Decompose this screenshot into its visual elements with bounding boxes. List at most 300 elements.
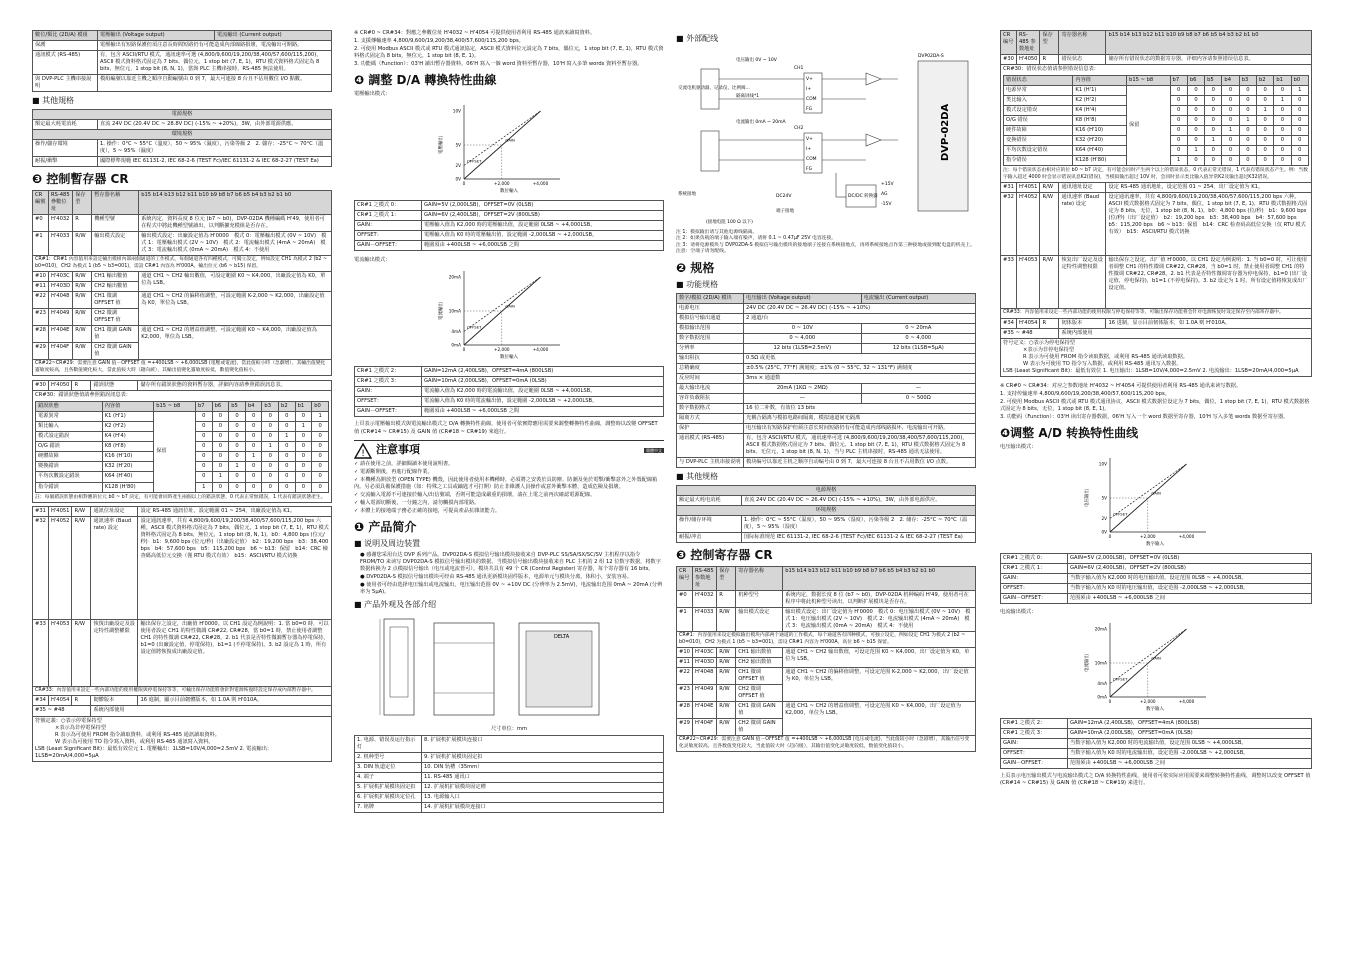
cell: 0 — [195, 462, 212, 472]
cell: 保护 — [677, 423, 744, 433]
cell: 光耦合隔离与模拟电路间隔离，模拟通道间无隔离 — [744, 413, 976, 423]
cell: CH2 微调 OFFSET 值 — [736, 685, 783, 702]
cell: GAIN=6V (2,400LSB)，OFFSET=2V (800LSB) — [422, 211, 664, 221]
cell: 当数字输入值为 K0 时的电压输出值，设定范围 -2,000LSB ~ +2,000LSB。 — [1068, 584, 1312, 594]
cell: H'4054 — [1016, 318, 1040, 328]
cell: 3ms × 通道数 — [744, 373, 976, 383]
cell: 0 — [1274, 126, 1291, 136]
power-table-tw — [32, 109, 332, 167]
cell: #30 — [1001, 55, 1017, 65]
table-row — [355, 407, 664, 417]
caution-item: 請在使用之前，詳細閱讀本使用說明書。 — [360, 460, 454, 467]
table-header: b6 — [1187, 76, 1204, 86]
table-header: 电压输出 (Voltage output) — [744, 293, 862, 303]
caution-item: 輸入電源切斷後，一分鐘之內，請勿觸摸內部電路。 — [360, 499, 480, 506]
cell: 0 — [195, 472, 212, 482]
cell: 0 — [1239, 96, 1256, 106]
cell: #35 ~ #48 — [33, 706, 91, 716]
x-tick-label: +2,000 — [494, 347, 510, 353]
cell: 0 ~ 10V — [744, 323, 862, 333]
cell: GAIN－OFFSET： — [1001, 759, 1068, 769]
table-row — [33, 272, 332, 282]
cell: 直流 24V DC (20.4V DC ~ 28.8V DC) (-15% ~ +20%)，3W，由外部電源供應。 — [98, 119, 332, 129]
cell: 0 ~ 20mA — [861, 323, 975, 333]
cell: 0 — [279, 422, 296, 432]
y-tick-label: 10V — [1098, 461, 1107, 467]
cell: R/W — [1040, 183, 1059, 193]
table-row — [677, 515, 976, 532]
cell: #32 — [33, 517, 49, 620]
table-row — [1001, 183, 1312, 193]
cell: 13. 电源输入口 — [422, 792, 664, 802]
cell: GAIN=10mA (2,000LSB)，OFFSET=0mA (0LSB) — [1068, 729, 1312, 739]
cell: 3. DIN 轨道定位 — [355, 762, 422, 772]
cell: H'4032 — [48, 215, 72, 232]
wire-label: V+ — [806, 76, 813, 82]
cell: OFFSET： — [1001, 749, 1068, 759]
cell: 0 — [229, 432, 246, 442]
cell: CR#1 之模式 3： — [1001, 729, 1068, 739]
cell: 1 — [212, 472, 229, 482]
table-header: 電源規格 — [33, 109, 332, 119]
cell: 保留 — [154, 412, 196, 492]
cell: #11 — [677, 658, 693, 668]
gain-label: GAIN — [1151, 490, 1161, 496]
cell: #28 — [677, 702, 693, 719]
cell: 1 — [279, 432, 296, 442]
cell: 1. 操作：0°C ~ 55°C（温度），50 ~ 95%（湿度），污染等级 2 2. 储存：-25°C ~ 70°C（温度），5 ~ 95%（湿度） — [742, 515, 976, 532]
heading-text: 功能规格 — [686, 279, 719, 289]
cell: 6. 扩展机扩展模块定位孔 — [355, 792, 422, 802]
cell: 0 — [295, 452, 312, 462]
cell: 輸出模式設定 — [92, 232, 139, 256]
cell: 0 — [1257, 136, 1274, 146]
cell: #34 — [1001, 318, 1017, 328]
cell: 與 DVP-PLC 主機串接說明 — [33, 75, 98, 92]
cell: 8. 扩展机扩展模块连接口 — [422, 735, 664, 752]
function-spec-table — [676, 293, 976, 468]
table-header: b2 — [1257, 76, 1274, 86]
note-line: ※ CR#0 ~ CR#34：对应之参数地址 H'4032 ~ H'4054 可提供使用者利用 RS-485 通讯来读写数据。 — [1000, 382, 1242, 389]
y-tick-label: 2V — [455, 163, 461, 169]
err-block — [1001, 65, 1312, 183]
cell: K8 (H'8) — [1073, 116, 1127, 126]
cell: 耐振/冲击 — [677, 532, 742, 542]
note-line: 注意：空端子请勿配线。 — [676, 249, 729, 255]
cell: 反应时间 — [677, 373, 744, 383]
cell: R/W — [1040, 256, 1059, 309]
cell: GAIN=10mA (2,000LSB)，OFFSET=0mA (0LSB) — [422, 377, 664, 387]
table-header: 錯誤狀態 — [36, 402, 103, 412]
curve-line — [464, 111, 541, 165]
table-header: RS-485 参数地址 — [1016, 31, 1040, 55]
cell: 0 — [1222, 116, 1239, 126]
table-row — [1001, 594, 1312, 604]
legend-line: ×表示为非停电保持型 — [1023, 346, 1075, 353]
table-row — [33, 41, 332, 51]
cell: 0 — [279, 482, 296, 492]
cell: 1 — [195, 482, 212, 492]
cell: 恢复出厂设定及设定特性调整权限 — [1059, 256, 1106, 309]
table-row — [33, 156, 332, 166]
cell: H'403D — [692, 658, 716, 668]
cell: #32 — [1001, 193, 1017, 256]
wire-label: 系统接地 — [678, 191, 696, 197]
product-dimension-drawing — [354, 613, 664, 723]
power-table-cn — [676, 485, 976, 543]
cell: 0 — [1274, 146, 1291, 156]
y-tick-label: 10V — [452, 108, 461, 114]
current-curve-chart-cn — [1000, 617, 1312, 712]
cell: 0 — [279, 442, 296, 452]
table-header: RS-485 参数地址 — [692, 567, 716, 591]
wire-label: V+ — [806, 136, 813, 142]
cell: 電壓輸入值為 K0 時的電壓輸出值，設定範圍 -2,000LSB ~ +2,000LSB。 — [422, 231, 664, 241]
cell: GAIN=12mA (2,400LSB)，OFFSET=4mA (800LSB) — [1068, 719, 1312, 729]
x-axis-label: 数字输入 — [1146, 707, 1164, 713]
legend-line: LSB (Least Significant Bit)：最低有效位元 1. 電壓輸出：1LSB=10V/4,000=2.5mV 2. 電流輸出：1LSB=20mA/4,000=5μA — [35, 745, 273, 759]
cell: H'4049 — [48, 309, 72, 326]
cell: 0 — [1274, 116, 1291, 126]
cell: 直流 24V DC (20.4V DC ~ 26.4V DC) (-15% ~ +10%)，3W，由外部电源供应。 — [742, 495, 976, 505]
table-row — [33, 381, 332, 391]
table-row — [677, 495, 976, 505]
cell: #23 — [677, 685, 693, 702]
cell: 0 — [1274, 86, 1291, 96]
table-row — [1001, 584, 1312, 594]
cell: GAIN=12mA (2,400LSB)，OFFSET=4mA (800LSB) — [422, 367, 664, 377]
cell: 0 — [295, 482, 312, 492]
table-row — [33, 696, 332, 706]
cell: R/W — [717, 719, 736, 736]
cell: 设定 RS-485 通讯地址，设定范围 01 ~ 254，出厂设定值为 K1。 — [1106, 183, 1312, 193]
caution-item: 本體上的接地端子務必正確的接地，可提高產品抗雜訊能力。 — [360, 507, 501, 514]
cell: 电压输出有短路保护但须注意长时间短路仍有可能造成内部线路损坏，电流输出可开路。 — [744, 423, 976, 433]
cell: 12 bits (1LSB=2.5mV) — [744, 343, 862, 353]
cell: H'4050 — [1016, 55, 1040, 65]
cell: 16 位二补数，有效位 13 bits — [744, 403, 976, 413]
table-header: b6 — [212, 402, 229, 412]
err-block — [33, 391, 332, 503]
cr-note: CR#22~CR#29：需要注意 GAIN 值－OFFSET 值 =+400LSB ~ +6,000LSB (电压或电流)，当此值较小时（急剧增），其输出信号变化灵敏度较高，且各数值变化较大，当此值较大时（趋向缓），其输出值变化灵敏度较低，数值变化值较小。 — [677, 736, 976, 752]
cr-table-tw — [32, 190, 332, 376]
cell: 通道 CH1 ~ CH2 輸出數值，可設定範圍 K0 ~ K4,000，出廠設定值為 K0，單位為 LSB。 — [139, 272, 332, 292]
cell: 0 — [212, 442, 229, 452]
cell: #11 — [33, 282, 49, 292]
table-row — [677, 323, 976, 333]
column-1 — [32, 0, 332, 954]
cell: 模拟信号输出通道 — [677, 313, 744, 323]
cell: 範圍須由 +400LSB ~ +6,000LSB 之間 — [422, 241, 664, 251]
cell: 0 — [1205, 126, 1222, 136]
cell: H'4052 — [48, 517, 72, 620]
note-line: 2. 可使用 Modbus ASCII 模式或 RTU 模式通讯协议，ASCII 模式数据位设定为 7 bits，偶位，1 stop bit (7, E, 1)，RTU 模式数据格式固定为 8 bits，无位，1 stop bit (8, E, 1)。 — [1000, 398, 1310, 412]
heading-text: 外部配线 — [686, 34, 719, 43]
table-row — [1001, 328, 1312, 338]
legend-line: R 表示為可使用 FROM 指令讀取資料，或利用 RS-485 通訊讀取資料。 — [55, 731, 220, 738]
cell: 1 — [1257, 106, 1274, 116]
offset-label: OFFSET — [1113, 511, 1128, 517]
cell: 0 — [1222, 106, 1239, 116]
cell: GAIN： — [1001, 574, 1068, 584]
spec-head-1: 電壓輸出 (Voltage output) — [98, 31, 215, 41]
cell: 4. 端子 — [355, 772, 422, 782]
cell: 0 — [1239, 106, 1256, 116]
table-row — [677, 433, 976, 457]
cell: 1 — [312, 412, 329, 422]
table-row — [677, 413, 976, 423]
cell: 0 — [1239, 146, 1256, 156]
cell: 1 — [1170, 156, 1187, 166]
cell: H'4032 — [692, 591, 716, 608]
cell: ±0.5% (25°C, 77°F) 满刻度；±1% (0 ~ 55°C, 32 ~ 131°F) 满刻度 — [744, 363, 976, 373]
cell: H'4033 — [48, 232, 72, 256]
curve-line — [464, 111, 541, 179]
table-row — [677, 353, 976, 363]
curve-line — [1110, 464, 1187, 532]
table-row — [677, 303, 976, 313]
cell: 储存所有错误状态的数据寄存器，详细内容请参照错误信息表。 — [1106, 55, 1312, 65]
cell: R/W — [1040, 193, 1059, 256]
cell: R/W — [73, 292, 92, 309]
cell: 0 — [1239, 126, 1256, 136]
cell: 0 — [1187, 86, 1204, 96]
cell: 1 — [1274, 96, 1291, 106]
curve-line — [464, 277, 541, 345]
section-title: ❹调整 A/D 转换特性曲线 — [1000, 425, 1139, 440]
cell: H'4053 — [1016, 256, 1040, 309]
chart-label: 电压输出模式： — [1000, 444, 1037, 451]
cell: 0 — [1187, 156, 1204, 166]
cell: 0 — [1205, 96, 1222, 106]
err-title: CR#30：错误状态值请参照错误信息表： — [1003, 66, 1099, 73]
table-header: b4 — [1222, 76, 1239, 86]
cell: 1 — [1239, 116, 1256, 126]
table-row — [1001, 739, 1312, 749]
cell: H'4050 — [48, 381, 72, 391]
table-header: 数字/模拟 (2D/A) 模块 — [677, 293, 744, 303]
voltage-curve-chart-cn — [1000, 452, 1312, 547]
table-row — [355, 782, 664, 792]
cell: 0 — [1187, 126, 1204, 136]
cell: 系统内部使用 — [1059, 328, 1312, 338]
wire-label: CH1 — [794, 65, 804, 71]
cell: 操作/儲存環境 — [33, 139, 98, 156]
cell: 分辨率 — [677, 343, 744, 353]
cell: R — [73, 215, 92, 232]
caution-item: 本機種為開放型 (OPEN TYPE) 機殼，因此使用者使用本機種時，必須將之安裝於具防塵、防潮及免於電擊/衝擊意外之外殼配線箱內。另必須具備保護措施（如：特殊之工具或鑰匙才可打開）防止非維護人員操作或意外衝擊本體，造成危險及損壞。 — [354, 476, 658, 490]
legend-line: 符号定义：○表示为停电保持型 — [1003, 339, 1075, 346]
x-tick-label: 0 — [1108, 534, 1112, 540]
da-note: 上頁表示電壓輸出模式與電流輸出模式之 D/A 轉換特性曲線，使用者可依實際應用需要來調整轉換特性曲線，調整時以改變 OFFSET 值 (CR#14 ~ CR#15) 及 GAIN 值 (CR#18 ~ CR#19) 來進行。 — [354, 421, 658, 435]
cell: 0 — [1257, 126, 1274, 136]
cell: 0 — [1170, 106, 1187, 116]
current-param-table-cn — [1000, 718, 1312, 769]
table-row — [677, 363, 976, 373]
cell: 0 — [195, 432, 212, 442]
cell: 机种型号 — [736, 591, 783, 608]
cell: #1 — [33, 232, 49, 256]
table-row — [33, 75, 332, 92]
x-tick-label: +2,000 — [1140, 699, 1156, 705]
note-line: 3. 功能碼（Function）：03'H 讀出暫存器資料，06'H 寫入一個 word 資料至暫存器，10'H 寫入多筆 words 資料至暫存器。 — [354, 61, 643, 68]
cell: 16 進制，顯示目前韌體版本，如 1.0A 則 H'010A。 — [138, 696, 332, 706]
table-row — [1001, 318, 1312, 328]
cell: 1 — [1222, 126, 1239, 136]
table-row — [1001, 564, 1312, 574]
cell: R/W — [717, 668, 736, 685]
cell: 0 — [1274, 156, 1291, 166]
table-row — [677, 668, 976, 685]
cell: 输出保存之设定，出厂值 H'0000。以 CH1 设定为例说明：1. 当 b0=0 时，可让使用者调整 CH1 的特性微调 CR#22, CR#28，当 b0=1 时，禁止使用者调整 CH1 的特性微调 CR#22, CR#28。2. b1 代表是否特性微调寄存器为停电保持，b1=0 (出厂设定值，停电保持)，b1=1 (不停电保持)。3. b2 设定为 1 时，所有设定值将恢复成出厂设定值。 — [1106, 256, 1312, 309]
table-row — [677, 373, 976, 383]
wire-label: I+ — [806, 86, 812, 92]
cell: R/W — [73, 272, 92, 282]
cell: 通讯模式 (RS-485) — [677, 433, 744, 457]
table-header: b5 — [1205, 76, 1222, 86]
cell: 0 — [212, 432, 229, 442]
caution-title: 注意事項 — [376, 443, 420, 457]
cell: 0 — [212, 462, 229, 472]
cell: 0 — [262, 472, 279, 482]
cell: 0 — [262, 422, 279, 432]
table-row — [355, 241, 664, 251]
section-title: ❸ 控制寄存器 CR — [676, 547, 773, 562]
cell: 范围须由 +400LSB ~ +6,000LSB 之间 — [1068, 594, 1312, 604]
cell: 模块编号以靠近主机之顺序自动编号由 0 到 7，最大可连接 8 台且不占用数位 I/O 点数。 — [744, 457, 976, 467]
cell: #23 — [33, 309, 49, 326]
table-header: b3 — [1239, 76, 1256, 86]
cell: 耐振/衝擊 — [33, 156, 98, 166]
dimension-unit: 尺寸单位：mm — [490, 725, 528, 732]
y-tick-label: 2V — [1101, 515, 1107, 521]
cell: 0 — [1274, 136, 1291, 146]
warning-icon — [354, 443, 372, 459]
legend — [33, 716, 332, 761]
subsection: ■ 说明及周边装置 — [354, 538, 421, 548]
cell: 0 — [312, 442, 329, 452]
err-note: 注：每个错误状态由相对应的位 b0 ~ b7 决定，有可能会同时产生两个以上的错误状态，0 代表正常无错误，1 代表有错误状态产生。例：当数字输入超过 4000 时会显示错误讯息K2(错误)，当模拟输出超过 10V 时，会同时显示类比输入值异常K2及输出超过K32错误。 — [1003, 168, 1308, 180]
cell: 0 — [1170, 136, 1187, 146]
cell: 系统内定，数据长度 8 位 (b7 ~ b0)，DVP-02DA 机种编码 H'49。使用者可在程序中将此机种型号读出，以判断扩展模块是否存在。 — [783, 591, 976, 608]
cell: 范围须由 +400LSB ~ +6,000LSB 之间 — [1068, 759, 1312, 769]
cell: 20mA (1KΩ ~ 2MΩ) — [744, 383, 862, 393]
current-param-table — [354, 366, 664, 417]
cell: 0 — [312, 472, 329, 482]
cell: #10 — [33, 272, 49, 282]
cell: 当数字输入值为 K0 时的电流输出值，设定范围 -2,000LSB ~ +2,000LSB。 — [1068, 749, 1312, 759]
table-row — [355, 735, 664, 752]
cell: 0 — [1257, 96, 1274, 106]
cell: 指令错误 — [1004, 156, 1073, 166]
cell: 通訊模式 (RS-485) — [33, 51, 98, 75]
cell: 通道 CH1 ~ CH2 的偏移值調整，可設定範圍 K-2,000 ~ K2,000，出廠設定值為 K0，單位為 LSB。 — [139, 292, 332, 326]
cr-note: CR#33：內容值用來設定一些內部功能的使用權限與停電保持等等，可輸出保存功能將會針對電源恢復時設定保存成內部暫存器中。 — [33, 687, 332, 696]
gain-label: GAIN — [505, 137, 515, 143]
cell: 额定最大耗电消耗 — [677, 495, 742, 505]
curve-line — [464, 277, 541, 331]
cell: 0 ~ 4,000 — [861, 333, 975, 343]
section-title: ❷ 规格 — [676, 260, 715, 275]
comm-table-tw — [32, 506, 332, 762]
cell: CH2 微調 OFFSET 值 — [92, 309, 139, 326]
err-title: CR#30：錯誤狀態值請參照錯誤訊息表： — [35, 392, 131, 399]
y-axis-label: 电流输出 — [1085, 654, 1090, 673]
cell: 0 — [1291, 116, 1308, 126]
cell: 0 — [212, 482, 229, 492]
x-tick-label: +4,000 — [532, 347, 549, 353]
table-row — [677, 343, 976, 353]
cell: R/W — [73, 326, 92, 343]
cell: R/W — [717, 658, 736, 668]
cell: 0 — [1205, 116, 1222, 126]
cell: GAIN： — [355, 221, 422, 231]
x-axis-label: 數位輸入 — [500, 189, 518, 195]
cell: R — [72, 696, 91, 706]
subsection: ■ 其他规格 — [676, 471, 719, 481]
cell: CH1 微調 GAIN 值 — [92, 326, 139, 343]
offset-label: OFFSET — [467, 325, 482, 331]
cell: 最大输出电流 — [677, 383, 744, 393]
table-row — [677, 423, 976, 433]
table-row — [355, 802, 664, 812]
cell: H'4054 — [48, 696, 72, 706]
cell: K1 (H'1) — [102, 412, 154, 422]
cell: 0 — [1239, 136, 1256, 146]
y-tick-label: 10mA — [1094, 660, 1107, 666]
note-line: 3. 功能码（Function）：03'H 读出寄存器数据，06'H 写入一个 word 数据至寄存器，10'H 写入多笔 words 数据至寄存器。 — [1000, 413, 1289, 420]
cell: 5. 扩展机扩展模块固定扣 — [355, 782, 422, 792]
cell: 0 — [195, 442, 212, 452]
cell: 0 — [1222, 86, 1239, 96]
x-tick-label: +4,000 — [1178, 699, 1195, 705]
wire-label: I+ — [806, 146, 812, 152]
table-header: b0 — [1291, 76, 1308, 86]
table-header: b15 b14 b13 b12 b11 b10 b9 b8 b7 b6 b5 b4 b3 b2 b1 b0 — [139, 191, 332, 215]
table-row — [355, 397, 664, 407]
cell: #29 — [677, 719, 693, 736]
cell: 0 — [312, 462, 329, 472]
cell: CR#1 之模式 0： — [1001, 554, 1068, 564]
cell: R/W — [717, 648, 736, 658]
cell: 0 — [312, 422, 329, 432]
table-row — [33, 706, 332, 716]
table-header: 内容值 — [1073, 76, 1127, 86]
cell: 1 — [295, 422, 312, 432]
table-header: RS-485 參數位址 — [48, 191, 72, 215]
table-row — [1001, 719, 1312, 729]
cell: 2 通道/台 — [744, 313, 976, 323]
cell: 通道 CH1 ~ CH2 的增益值調整，可設定範圍 K0 ~ K4,000，出廠設定值為 K2,000，單位為 LSB。 — [139, 326, 332, 360]
cell: 保留 — [1127, 86, 1170, 166]
section-heading: ■ 其他規格 — [32, 96, 75, 106]
wire-label: 隔离屏线*1 — [736, 93, 760, 99]
cell: GAIN－OFFSET： — [1001, 594, 1068, 604]
cell: #33 — [1001, 256, 1017, 309]
caution-item: 交流輸入電源不可連接於輸入/出信號端，否則可能造成嚴重的損壞，請在上電之前再次確認電源配線。 — [360, 491, 596, 498]
cell: 通讯地址设定 — [1059, 183, 1106, 193]
table-header: b3 — [262, 402, 279, 412]
cell: 電源異常 — [36, 412, 103, 422]
cell: 類比輸入 — [36, 422, 103, 432]
cell: 错误状态 — [1059, 55, 1106, 65]
table-header: b2 — [279, 402, 296, 412]
cell: K8 (H'8) — [102, 442, 154, 452]
cell: 设定通讯速率，共有 4,800/9,600/19,200/38,400/57,600/115,200 bps 六种。ASCII 模式数据格式固定为 7 bits，偶位，1 stop bit (7, E, 1)，RTU 模式数据格式固定为 8 bits，无位，1 stop bit (8, N, 1)。b0：4,800 bps (位/秒) b1：9,600 bps (位/秒)（出厂设定值） b2：19,200 bps b3：38,400 bps b4：57,600 bps b5：115,200 bps b6 ~ b13：保留 b14：CRC 检查码高低位交换（仅 RTU 模式有效） b15：ASCII/RTU 模式切换 — [1106, 193, 1312, 256]
cell: #31 — [1001, 183, 1017, 193]
y-axis-label: 电压输出 — [1085, 489, 1090, 508]
cell: 0 — [1222, 96, 1239, 106]
